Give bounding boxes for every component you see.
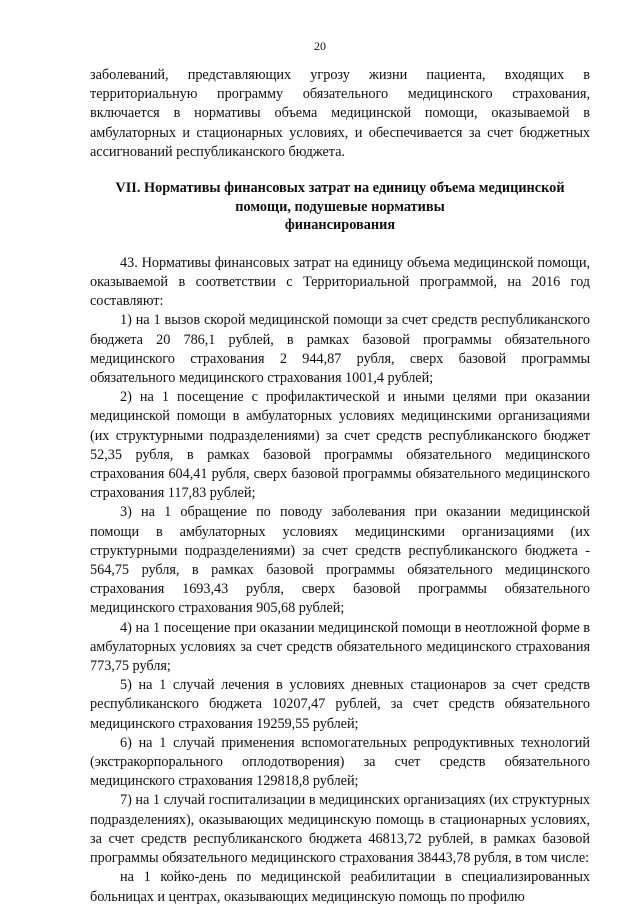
list-item-1: 1) на 1 вызов скорой медицинской помощи за счет средств республиканского бюджета 20 786,1 рублей, в рамках базовой программы обязательного медицинского страхования 2 944,87 рубля, сверх базовой программы обязательного медицинского страхования 1001,4 рублей; — [90, 312, 590, 387]
list-item-7: 7) на 1 случай госпитализации в медицинских организациях (их структурных подразделениях), оказывающих медицинскую помощь в стационарных условиях, за счет средств республиканского бюджета 46813,72 рублей, в рамках базовой программы обязательного медицинского страхования 38443,78 рубля, в том числе: — [90, 792, 590, 867]
list-item-6: 6) на 1 случай применения вспомогательных репродуктивных технологий (экстракорпорального оплодотворения) за счет средств обязательного медицинского страхования 129818,8 рублей; — [90, 734, 590, 790]
paragraph-43: 43. Нормативы финансовых затрат на единицу объема медицинской помощи, оказываемой в соответствии с Территориальной программой, на 2016 год составляют: — [90, 254, 590, 310]
list-item-3: 3) на 1 обращение по поводу заболевания при оказании медицинской помощи в амбулаторных условиях медицинскими организациями (их структурными подразделениями) за счет средств республиканского бюджета - 564,75 рубля, в рамках базовой программы обязательного медицинского страхования 1693,43 рубля, сверх базовой программы обязательного медицинского страхования 905,68 рублей; — [90, 504, 590, 617]
page-number: 20 — [314, 39, 326, 53]
sub-item-rehabilitation: на 1 койко-день по медицинской реабилитации в специализированных больницах и центрах, оказывающих медицинскую помощь по профилю — [90, 869, 590, 905]
document-body — [90, 66, 590, 907]
list-item-2: 2) на 1 посещение с профилактической и иными целями при оказании медицинской помощи в амбулаторных условиях медицинскими организациями (их структурными подразделениями) за счет средств республиканского бюджет 52,35 рубля, в рамках базовой программы обязательного медицинского страхования 604,41 рубля, сверх базовой программы обязательного медицинского страхования 117,83 рублей; — [90, 389, 590, 502]
section-heading — [90, 179, 590, 235]
section-heading-line-3: финансирования — [284, 217, 396, 234]
list-item-5: 5) на 1 случай лечения в условиях дневных стационаров за счет средств республиканского бюджета 10207,47 рублей, за счет средств обязательного медицинского страхования 19259,55 рублей; — [90, 677, 590, 732]
intro-paragraph: заболеваний, представляющих угрозу жизни пациента, входящих в территориальную программу обязательного медицинского страхования, включается в нормативы объема медицинской помощи, оказываемой в амбулаторных и стационарных условиях, и обеспечивается за счет бюджетных ассигнований республиканского бюджета. — [90, 67, 590, 160]
section-heading-line-1: VII. Нормативы финансовых затрат на единицу объема медицинской — [115, 180, 565, 197]
section-heading-line-2: помощи, подушевые нормативы — [235, 198, 445, 215]
list-item-4: 4) на 1 посещение при оказании медицинской помощи в неотложной форме в амбулаторных условиях за счет средств обязательного медицинского страхования 773,75 рубля; — [90, 619, 590, 675]
